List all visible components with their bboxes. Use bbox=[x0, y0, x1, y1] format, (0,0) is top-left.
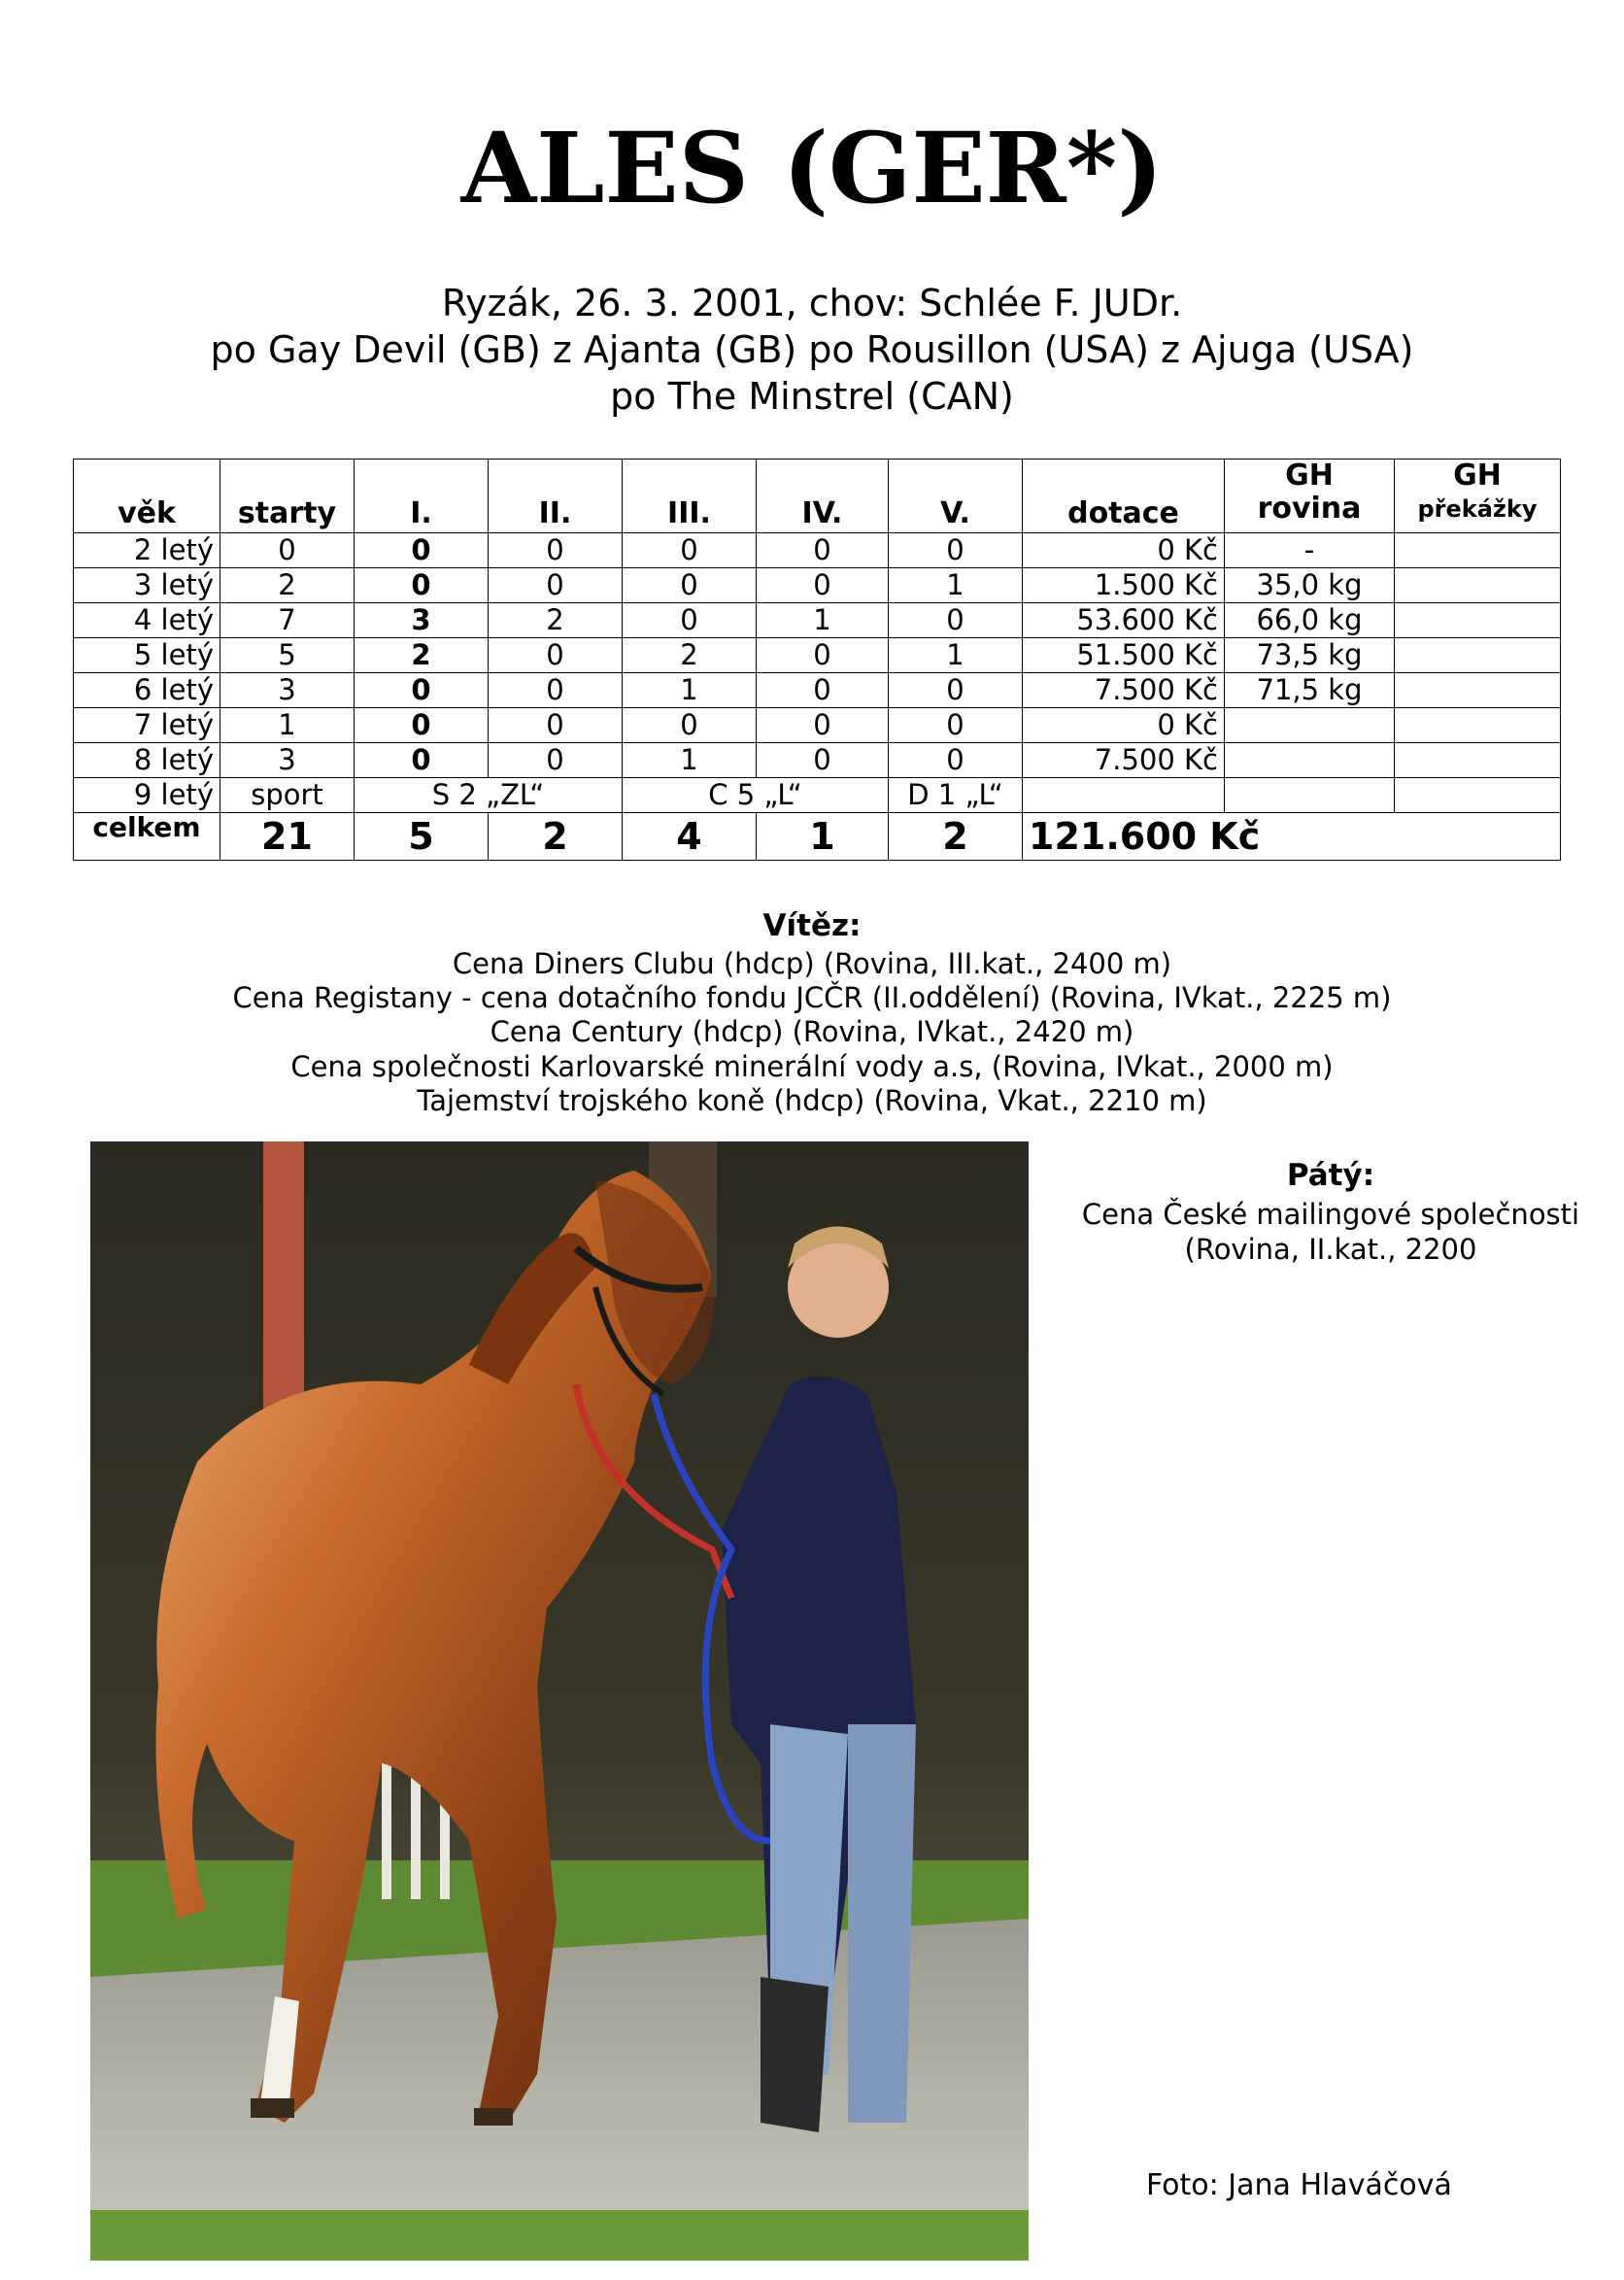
total-starts-cell: 21 bbox=[220, 813, 355, 861]
row-gh-flat-cell: 35,0 kg bbox=[1225, 568, 1395, 603]
col-header-starts: starty bbox=[220, 459, 355, 533]
row-starts-cell: 5 bbox=[220, 638, 355, 673]
sport-c-cell: C 5 „L“ bbox=[623, 778, 889, 813]
row-second-cell: 0 bbox=[489, 638, 623, 673]
row-first-cell: 0 bbox=[355, 708, 489, 743]
col-header-fifth: V. bbox=[889, 459, 1023, 533]
row-fifth-cell: 1 bbox=[889, 638, 1023, 673]
sport-s-cell: S 2 „ZL“ bbox=[355, 778, 623, 813]
row-third-cell: 0 bbox=[623, 708, 757, 743]
row-first-cell: 0 bbox=[355, 568, 489, 603]
row-third-cell: 2 bbox=[623, 638, 757, 673]
row-second-cell: 0 bbox=[489, 568, 623, 603]
row-fifth-cell: 1 bbox=[889, 568, 1023, 603]
fifth-place-race: Cena České mailingové společnosti bbox=[1081, 1198, 1580, 1231]
sport-d-cell: D 1 „L“ bbox=[889, 778, 1023, 813]
row-fourth-cell: 0 bbox=[757, 638, 889, 673]
winner-heading: Vítěz: bbox=[762, 908, 862, 943]
row-third-cell: 1 bbox=[623, 673, 757, 708]
table-row bbox=[74, 533, 1561, 568]
col-header-prize-money: dotace bbox=[1023, 459, 1225, 533]
fifth-place-race-details: (Rovina, II.kat., 2200 bbox=[1184, 1233, 1477, 1266]
row-first-cell: 3 bbox=[355, 603, 489, 638]
photo-credit: Foto: Jana Hlaváčová bbox=[1146, 2168, 1452, 2202]
row-second-cell: 0 bbox=[489, 708, 623, 743]
table-row bbox=[74, 673, 1561, 708]
row-prize-cell: 7.500 Kč bbox=[1023, 743, 1225, 778]
row-third-cell: 0 bbox=[623, 568, 757, 603]
row-age-cell: 3 letý bbox=[74, 568, 220, 603]
row-gh-flat-cell: 71,5 kg bbox=[1225, 673, 1395, 708]
row-gh-flat-cell: - bbox=[1225, 533, 1395, 568]
row-age-cell: 6 letý bbox=[74, 673, 220, 708]
total-fifth-cell: 2 bbox=[889, 813, 1023, 861]
col-header-second: II. bbox=[489, 459, 623, 533]
row-prize-cell: 0 Kč bbox=[1023, 533, 1225, 568]
row-starts-cell: 3 bbox=[220, 673, 355, 708]
row-prize-cell: 0 Kč bbox=[1023, 708, 1225, 743]
gh-jumps-sub: překážky bbox=[1417, 495, 1538, 523]
row-prize-cell: 51.500 Kč bbox=[1023, 638, 1225, 673]
row-gh-flat-cell bbox=[1225, 743, 1395, 778]
row-fourth-cell: 0 bbox=[757, 743, 889, 778]
horse-photo bbox=[90, 1141, 1029, 2261]
table-row-total bbox=[74, 813, 1561, 861]
row-fifth-cell: 0 bbox=[889, 743, 1023, 778]
total-first-cell: 5 bbox=[355, 813, 489, 861]
gh-jumps-top: GH bbox=[1453, 459, 1502, 493]
sport-label-cell: sport bbox=[220, 778, 355, 813]
row-age-cell: 8 letý bbox=[74, 743, 220, 778]
row-gh-jumps-cell bbox=[1395, 743, 1561, 778]
row-starts-cell: 1 bbox=[220, 708, 355, 743]
row-fourth-cell: 0 bbox=[757, 708, 889, 743]
col-header-gh-flat bbox=[1225, 459, 1395, 533]
total-prize-cell: 121.600 Kč bbox=[1023, 813, 1561, 861]
winner-race: Cena Century (hdcp) (Rovina, IVkat., 2420 m) bbox=[490, 1015, 1134, 1048]
row-third-cell: 0 bbox=[623, 603, 757, 638]
col-header-fourth: IV. bbox=[757, 459, 889, 533]
sport-empty-cell bbox=[1225, 778, 1395, 813]
total-label-cell: celkem bbox=[74, 813, 220, 861]
row-fourth-cell: 0 bbox=[757, 673, 889, 708]
row-gh-jumps-cell bbox=[1395, 568, 1561, 603]
row-starts-cell: 7 bbox=[220, 603, 355, 638]
row-starts-cell: 2 bbox=[220, 568, 355, 603]
winner-race: Cena Diners Clubu (hdcp) (Rovina, III.kat., 2400 m) bbox=[452, 947, 1172, 980]
col-header-gh-jumps bbox=[1395, 459, 1561, 533]
row-gh-jumps-cell bbox=[1395, 708, 1561, 743]
sport-empty-cell bbox=[1023, 778, 1225, 813]
total-second-cell: 2 bbox=[489, 813, 623, 861]
row-gh-flat-cell: 73,5 kg bbox=[1225, 638, 1395, 673]
horse-description: Ryzák, 26. 3. 2001, chov: Schlée F. JUDr. bbox=[441, 282, 1183, 324]
row-starts-cell: 0 bbox=[220, 533, 355, 568]
table-row bbox=[74, 743, 1561, 778]
row-age-cell: 5 letý bbox=[74, 638, 220, 673]
gh-flat-top: GH bbox=[1285, 459, 1334, 493]
row-second-cell: 0 bbox=[489, 743, 623, 778]
table-row-sport bbox=[74, 778, 1561, 813]
row-prize-cell: 53.600 Kč bbox=[1023, 603, 1225, 638]
row-second-cell: 0 bbox=[489, 673, 623, 708]
row-fifth-cell: 0 bbox=[889, 533, 1023, 568]
row-first-cell: 0 bbox=[355, 743, 489, 778]
row-prize-cell: 1.500 Kč bbox=[1023, 568, 1225, 603]
table-row bbox=[74, 638, 1561, 673]
row-fourth-cell: 0 bbox=[757, 568, 889, 603]
col-header-first: I. bbox=[355, 459, 489, 533]
sport-empty-cell bbox=[1395, 778, 1561, 813]
row-fourth-cell: 0 bbox=[757, 533, 889, 568]
sport-age-cell: 9 letý bbox=[74, 778, 220, 813]
row-gh-flat-cell: 66,0 kg bbox=[1225, 603, 1395, 638]
winner-race: Tajemství trojského koně (hdcp) (Rovina, Vkat., 2210 m) bbox=[417, 1084, 1207, 1117]
row-second-cell: 0 bbox=[489, 533, 623, 568]
table-row bbox=[74, 568, 1561, 603]
total-fourth-cell: 1 bbox=[757, 813, 889, 861]
table-row bbox=[74, 708, 1561, 743]
col-header-third: III. bbox=[623, 459, 757, 533]
row-age-cell: 4 letý bbox=[74, 603, 220, 638]
row-first-cell: 2 bbox=[355, 638, 489, 673]
row-age-cell: 2 letý bbox=[74, 533, 220, 568]
row-starts-cell: 3 bbox=[220, 743, 355, 778]
winner-race: Cena společnosti Karlovarské minerální vody a.s, (Rovina, IVkat., 2000 m) bbox=[290, 1050, 1334, 1083]
row-third-cell: 1 bbox=[623, 743, 757, 778]
row-first-cell: 0 bbox=[355, 673, 489, 708]
row-age-cell: 7 letý bbox=[74, 708, 220, 743]
table-row bbox=[74, 603, 1561, 638]
row-third-cell: 0 bbox=[623, 533, 757, 568]
row-gh-jumps-cell bbox=[1395, 603, 1561, 638]
row-fourth-cell: 1 bbox=[757, 603, 889, 638]
row-fifth-cell: 0 bbox=[889, 708, 1023, 743]
table-header-row bbox=[74, 459, 1561, 533]
pedigree-line-continued: po The Minstrel (CAN) bbox=[610, 375, 1014, 418]
row-first-cell: 0 bbox=[355, 533, 489, 568]
row-fifth-cell: 0 bbox=[889, 673, 1023, 708]
pedigree-line: po Gay Devil (GB) z Ajanta (GB) po Rousillon (USA) z Ajuga (USA) bbox=[210, 328, 1414, 371]
winner-race: Cena Registany - cena dotačního fondu JCČR (II.oddělení) (Rovina, IVkat., 2225 m) bbox=[232, 981, 1392, 1014]
row-gh-jumps-cell bbox=[1395, 673, 1561, 708]
row-gh-flat-cell bbox=[1225, 708, 1395, 743]
row-gh-jumps-cell bbox=[1395, 533, 1561, 568]
fifth-place-heading: Pátý: bbox=[1286, 1158, 1375, 1193]
row-fifth-cell: 0 bbox=[889, 603, 1023, 638]
race-statistics-table bbox=[73, 459, 1561, 861]
row-prize-cell: 7.500 Kč bbox=[1023, 673, 1225, 708]
total-third-cell: 4 bbox=[623, 813, 757, 861]
col-header-age: věk bbox=[74, 459, 220, 533]
row-gh-jumps-cell bbox=[1395, 638, 1561, 673]
row-second-cell: 2 bbox=[489, 603, 623, 638]
gh-flat-sub: rovina bbox=[1257, 492, 1362, 526]
page-title: ALES (GER*) bbox=[460, 111, 1164, 225]
